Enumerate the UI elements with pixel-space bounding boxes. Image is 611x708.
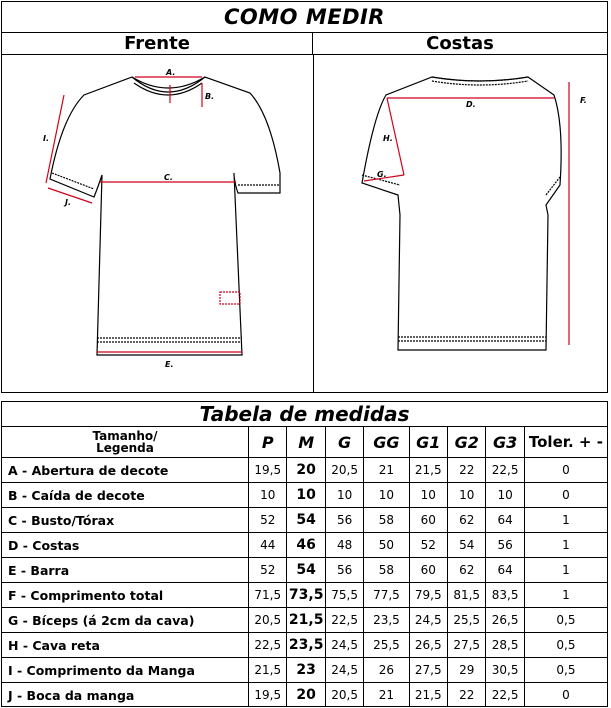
- measurement-cell: 29: [447, 658, 485, 683]
- marker-i: I.: [43, 134, 50, 143]
- measurement-cell: 58: [364, 558, 409, 583]
- legend-header: Tamanho/ Legenda: [2, 427, 249, 458]
- size-header: G2: [447, 427, 485, 458]
- table-row: [2, 683, 607, 708]
- measurement-cell: 52: [409, 533, 447, 558]
- measurement-cell: 10: [364, 483, 409, 508]
- measurement-cell: 52: [249, 508, 287, 533]
- measurement-cell: 77,5: [364, 583, 409, 608]
- measurement-cell: 54: [287, 558, 325, 583]
- measurement-cell: 22: [447, 683, 485, 708]
- measurement-cell: 20,5: [325, 683, 363, 708]
- measurement-cell: 73,5: [287, 583, 325, 608]
- measurement-cell: 44: [249, 533, 287, 558]
- how-to-measure-panel: [1, 1, 608, 393]
- row-label: J - Boca da manga: [2, 683, 249, 708]
- marker-a: A.: [166, 68, 176, 77]
- measurement-cell: 52: [249, 558, 287, 583]
- measurement-table: [2, 427, 607, 707]
- measurement-cell: 64: [486, 508, 524, 533]
- measurement-cell: 64: [486, 558, 524, 583]
- measurement-cell: 10: [287, 483, 325, 508]
- tolerance-cell: 1: [524, 533, 607, 558]
- size-header: G: [325, 427, 363, 458]
- back-tshirt-diagram: [314, 55, 607, 392]
- measurement-cell: 21,5: [409, 458, 447, 483]
- tolerance-cell: 0: [524, 483, 607, 508]
- table-row: [2, 458, 607, 483]
- measurement-cell: 62: [447, 558, 485, 583]
- measurement-cell: 56: [325, 558, 363, 583]
- measurement-cell: 83,5: [486, 583, 524, 608]
- marker-g: G.: [377, 170, 387, 179]
- tolerance-cell: 1: [524, 558, 607, 583]
- measurement-cell: 60: [409, 558, 447, 583]
- measurement-cell: 54: [287, 508, 325, 533]
- measurement-cell: 79,5: [409, 583, 447, 608]
- measurement-cell: 27,5: [409, 658, 447, 683]
- front-tshirt-diagram: [2, 55, 313, 392]
- back-header: Costas: [313, 32, 607, 55]
- measurement-cell: 56: [325, 508, 363, 533]
- measurement-cell: 60: [409, 508, 447, 533]
- measurement-cell: 26: [364, 658, 409, 683]
- measurement-cell: 24,5: [325, 658, 363, 683]
- measurement-cell: 25,5: [447, 608, 485, 633]
- measurement-cell: 10: [409, 483, 447, 508]
- measurement-table-panel: [1, 401, 608, 707]
- tolerance-cell: 1: [524, 583, 607, 608]
- marker-h: H.: [383, 134, 393, 143]
- measurement-cell: 54: [447, 533, 485, 558]
- measurement-cell: 23,5: [287, 633, 325, 658]
- measurement-cell: 71,5: [249, 583, 287, 608]
- measurement-cell: 19,5: [249, 458, 287, 483]
- measurement-cell: 24,5: [409, 608, 447, 633]
- tolerance-cell: 0,5: [524, 658, 607, 683]
- measurement-cell: 10: [249, 483, 287, 508]
- marker-f: F.: [580, 96, 587, 105]
- measurement-cell: 21,5: [249, 658, 287, 683]
- measurement-cell: 27,5: [447, 633, 485, 658]
- row-label: A - Abertura de decote: [2, 458, 249, 483]
- tolerance-header: Toler. + -: [524, 427, 607, 458]
- row-label: E - Barra: [2, 558, 249, 583]
- tolerance-cell: 0: [524, 683, 607, 708]
- tolerance-cell: 0,5: [524, 608, 607, 633]
- measurement-cell: 23: [287, 658, 325, 683]
- table-row: [2, 483, 607, 508]
- measurement-cell: 25,5: [364, 633, 409, 658]
- table-row: [2, 658, 607, 683]
- measurement-cell: 24,5: [325, 633, 363, 658]
- measurement-cell: 20,5: [325, 458, 363, 483]
- measurement-cell: 58: [364, 508, 409, 533]
- marker-b: B.: [205, 92, 215, 101]
- measurement-cell: 30,5: [486, 658, 524, 683]
- measurement-cell: 28,5: [486, 633, 524, 658]
- table-row: [2, 558, 607, 583]
- table-row: [2, 508, 607, 533]
- row-label: B - Caída de decote: [2, 483, 249, 508]
- measurement-cell: 21: [364, 458, 409, 483]
- marker-c: C.: [164, 173, 173, 182]
- size-header: G1: [409, 427, 447, 458]
- measurement-cell: 75,5: [325, 583, 363, 608]
- measurement-cell: 19,5: [249, 683, 287, 708]
- measurement-cell: 26,5: [409, 633, 447, 658]
- measurement-cell: 10: [325, 483, 363, 508]
- table-row: [2, 608, 607, 633]
- row-label: F - Comprimento total: [2, 583, 249, 608]
- measurement-cell: 10: [447, 483, 485, 508]
- measurement-cell: 20: [287, 458, 325, 483]
- measurement-cell: 22,5: [249, 633, 287, 658]
- measurement-cell: 20,5: [249, 608, 287, 633]
- measurement-cell: 21: [364, 683, 409, 708]
- table-row: [2, 633, 607, 658]
- measurement-cell: 50: [364, 533, 409, 558]
- tolerance-cell: 0: [524, 458, 607, 483]
- measurement-cell: 48: [325, 533, 363, 558]
- measurement-cell: 22,5: [486, 683, 524, 708]
- measurement-cell: 81,5: [447, 583, 485, 608]
- tolerance-cell: 0,5: [524, 633, 607, 658]
- row-label: I - Comprimento da Manga: [2, 658, 249, 683]
- measurement-cell: 20: [287, 683, 325, 708]
- measurement-cell: 56: [486, 533, 524, 558]
- measurement-cell: 22,5: [325, 608, 363, 633]
- size-header: GG: [364, 427, 409, 458]
- size-header: G3: [486, 427, 524, 458]
- measurement-cell: 46: [287, 533, 325, 558]
- how-to-measure-title: COMO MEDIR: [2, 2, 607, 33]
- size-header: P: [249, 427, 287, 458]
- table-row: [2, 533, 607, 558]
- measurement-table-title: Tabela de medidas: [2, 402, 607, 427]
- marker-d: D.: [466, 100, 476, 109]
- tolerance-cell: 1: [524, 508, 607, 533]
- front-header: Frente: [2, 32, 313, 55]
- measurement-cell: 21,5: [409, 683, 447, 708]
- measurement-cell: 21,5: [287, 608, 325, 633]
- table-row: [2, 583, 607, 608]
- back-collar: [432, 77, 528, 85]
- measurement-cell: 62: [447, 508, 485, 533]
- row-label: D - Costas: [2, 533, 249, 558]
- measurement-cell: 22,5: [486, 458, 524, 483]
- size-header: M: [287, 427, 325, 458]
- marker-e: E.: [165, 360, 174, 369]
- table-header-row: [2, 427, 607, 458]
- measurement-cell: 26,5: [486, 608, 524, 633]
- measurement-cell: 22: [447, 458, 485, 483]
- row-label: C - Busto/Tórax: [2, 508, 249, 533]
- row-label: G - Bíceps (á 2cm da cava): [2, 608, 249, 633]
- measurement-cell: 23,5: [364, 608, 409, 633]
- measurement-cell: 10: [486, 483, 524, 508]
- front-body-outline: [50, 77, 280, 355]
- marker-j: J.: [65, 198, 72, 207]
- row-label: H - Cava reta: [2, 633, 249, 658]
